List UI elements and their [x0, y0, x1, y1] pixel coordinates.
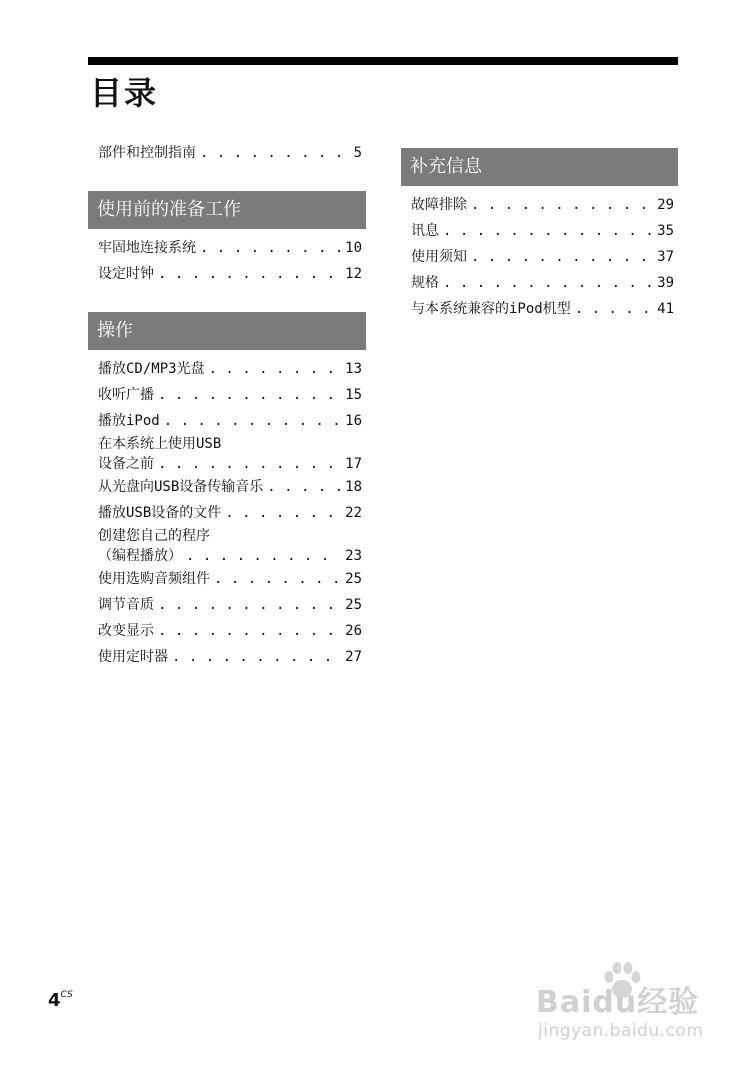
page-number-value: 4 — [48, 990, 61, 1011]
toc-entry-label: 与本系统兼容的iPod机型 — [411, 301, 571, 317]
section-heading-setup: 使用前的准备工作 — [88, 191, 366, 229]
toc-entry[interactable] — [88, 618, 366, 644]
toc-entry-label: 播放USB设备的文件 — [98, 505, 222, 521]
toc-entry-page: 26 — [345, 623, 362, 639]
watermark-logo: Baidu经验 — [536, 985, 700, 1020]
toc-entry[interactable] — [88, 140, 366, 166]
toc-entry-page: 17 — [345, 456, 362, 472]
toc-entry-page: 27 — [345, 649, 362, 665]
toc-entry[interactable] — [401, 270, 678, 296]
toc-entry-page: 16 — [345, 413, 362, 429]
dot-leader — [471, 192, 653, 218]
toc-entry-label: 使用选购音频组件 — [98, 571, 210, 587]
toc-entry-label: 设定时钟 — [98, 266, 154, 282]
dot-leader — [575, 296, 653, 322]
toc-entry[interactable] — [88, 235, 366, 261]
dot-leader — [267, 474, 341, 500]
toc-entry[interactable] — [88, 474, 366, 500]
toc-entry-label: 播放iPod — [98, 413, 160, 429]
toc-entry-label: 从光盘向USB设备传输音乐 — [98, 479, 264, 495]
toc-entry-label-line1: 在本系统上使用USB — [98, 436, 222, 452]
toc-entry-page: 15 — [345, 387, 362, 403]
toc-entry-page: 5 — [353, 145, 362, 161]
page-title: 目录 — [90, 74, 159, 112]
toc-entry[interactable] — [88, 261, 366, 287]
toc-entry[interactable] — [88, 644, 366, 670]
watermark-url: jingyan.baidu.com — [538, 1021, 704, 1041]
toc-entry-label: 调节音质 — [98, 597, 154, 613]
toc-entry[interactable] — [401, 192, 678, 218]
toc-entry-page: 22 — [345, 505, 362, 521]
toc-entry-label: 讯息 — [411, 223, 439, 239]
toc-entry-page: 25 — [345, 571, 362, 587]
toc-entry[interactable] — [401, 296, 678, 322]
baidu-watermark — [530, 955, 730, 1055]
dot-leader — [471, 244, 653, 270]
dot-leader — [158, 261, 341, 287]
toc-right-column — [401, 148, 678, 322]
toc-entry[interactable] — [401, 218, 678, 244]
dot-leader — [186, 546, 341, 566]
toc-entry-page: 25 — [345, 597, 362, 613]
section-heading-operation: 操作 — [88, 312, 366, 350]
toc-entry-label: 改变显示 — [98, 623, 154, 639]
toc-entry-label: 收听广播 — [98, 387, 154, 403]
toc-entry-page: 41 — [657, 301, 674, 317]
toc-entry-page: 29 — [657, 197, 674, 213]
toc-entry[interactable] — [88, 566, 366, 592]
dot-leader — [158, 592, 341, 618]
dot-leader — [158, 618, 341, 644]
dot-leader — [164, 408, 341, 434]
top-rule — [88, 57, 678, 65]
toc-entry-label: 播放CD/MP3光盘 — [98, 361, 205, 377]
dot-leader — [172, 644, 341, 670]
dot-leader — [443, 270, 653, 296]
toc-entry[interactable] — [88, 592, 366, 618]
toc-entry-label: 设备之前 — [98, 456, 154, 472]
toc-entry[interactable] — [88, 500, 366, 526]
toc-left-column — [88, 140, 366, 670]
dot-leader — [200, 235, 341, 261]
toc-entry-label: 使用须知 — [411, 249, 467, 265]
toc-entry-label: 故障排除 — [411, 197, 467, 213]
toc-entry[interactable] — [88, 408, 366, 434]
toc-entry-label: 部件和控制指南 — [98, 145, 196, 161]
toc-entry[interactable] — [401, 244, 678, 270]
toc-entry-page: 18 — [345, 479, 362, 495]
toc-entry-page: 13 — [345, 361, 362, 377]
dot-leader — [158, 454, 341, 474]
page-number-suffix: CS — [60, 990, 73, 1000]
dot-leader — [209, 356, 342, 382]
dot-leader — [200, 140, 350, 166]
dot-leader — [214, 566, 341, 592]
toc-entry-label: 牢固地连接系统 — [98, 240, 196, 256]
toc-entry-label: 使用定时器 — [98, 649, 168, 665]
toc-entry-page: 23 — [345, 548, 362, 564]
toc-entry[interactable] — [88, 434, 366, 474]
toc-entry[interactable] — [88, 356, 366, 382]
toc-entry-label: （编程播放） — [98, 548, 182, 564]
dot-leader — [158, 382, 341, 408]
dot-leader — [225, 500, 341, 526]
toc-entry-page: 35 — [657, 223, 674, 239]
toc-entry-label-line1: 创建您自己的程序 — [98, 528, 210, 544]
toc-entry-label: 规格 — [411, 275, 439, 291]
section-heading-supplementary: 补充信息 — [401, 148, 678, 186]
toc-entry[interactable] — [88, 382, 366, 408]
toc-entry-page: 10 — [345, 240, 362, 256]
toc-entry-page: 37 — [657, 249, 674, 265]
toc-entry-page: 39 — [657, 275, 674, 291]
toc-entry-page: 12 — [345, 266, 362, 282]
toc-entry[interactable] — [88, 526, 366, 566]
dot-leader — [443, 218, 653, 244]
page-number — [48, 990, 73, 1011]
